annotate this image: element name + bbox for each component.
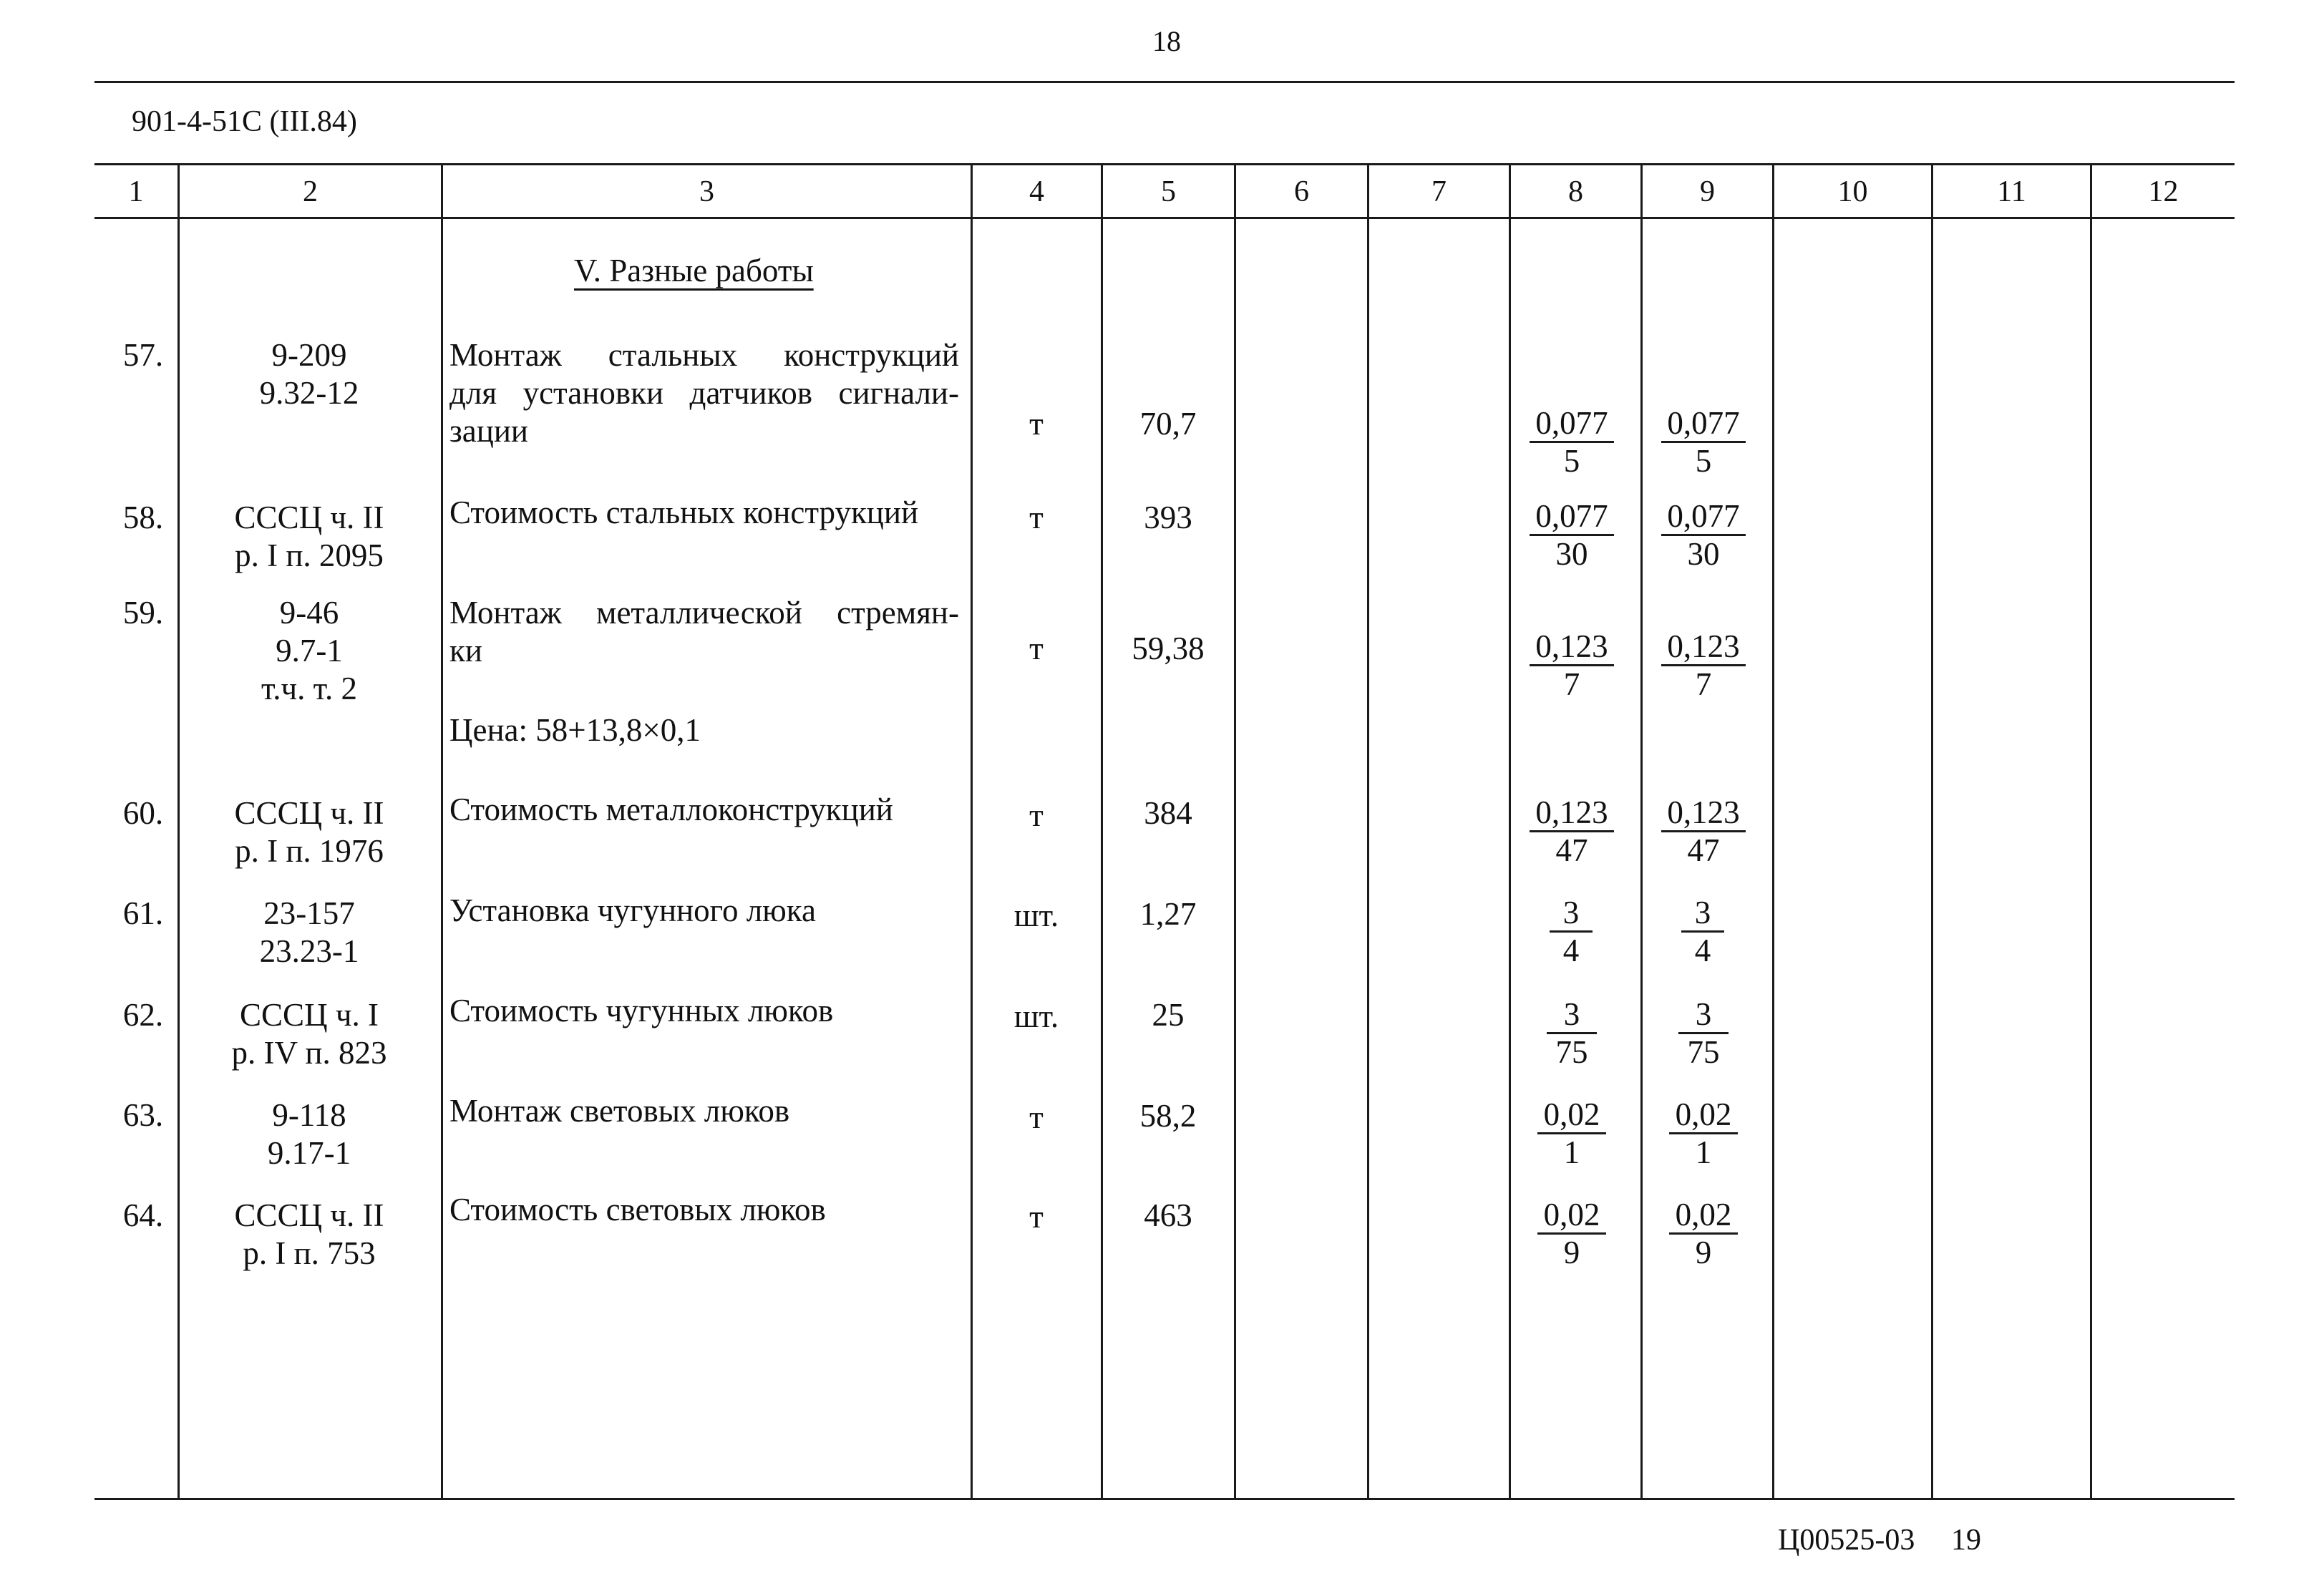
- column-header: 11: [1997, 175, 2026, 208]
- fraction-numerator: 0,077: [1661, 405, 1746, 443]
- row-name: [449, 494, 959, 532]
- row-number: 59.: [122, 595, 164, 631]
- row-name-line: Стоимость металлоконструкций: [449, 792, 893, 827]
- fraction-col8: [1530, 628, 1614, 702]
- row-code: [178, 895, 441, 971]
- header-bottom-border: [94, 217, 2235, 219]
- fraction-col9: [1669, 1096, 1738, 1170]
- row-code-line: СССЦ ч. II: [234, 795, 384, 831]
- row-code: [178, 594, 441, 708]
- fraction-col9: [1661, 794, 1746, 868]
- fraction-denominator: 75: [1555, 1034, 1588, 1070]
- footer-page-number: 19: [1951, 1524, 1981, 1557]
- row-name-line: Стоимость чугунных люков: [449, 993, 834, 1028]
- table-bottom-border: [94, 1498, 2235, 1500]
- row-code-line: 9.17-1: [267, 1135, 351, 1171]
- fraction-denominator: 4: [1694, 933, 1711, 968]
- fraction-denominator: 5: [1695, 443, 1712, 479]
- row-name: [449, 791, 959, 829]
- fraction-numerator: 0,02: [1669, 1096, 1738, 1134]
- fraction-numerator: 3: [1547, 996, 1597, 1034]
- row-code-line: р. IV п. 823: [231, 1035, 387, 1071]
- fraction-col9: [1661, 628, 1746, 702]
- section-title: V. Разные работы: [574, 253, 814, 288]
- column-header: 5: [1161, 175, 1176, 208]
- fraction-col9: [1678, 996, 1729, 1070]
- row-number: 58.: [122, 500, 164, 535]
- row-number: 64.: [122, 1197, 164, 1233]
- fraction-col9: [1669, 1197, 1738, 1270]
- column-divider: [441, 163, 443, 1499]
- row-code-line: р. I п. 753: [243, 1235, 376, 1271]
- row-unit: т: [1029, 500, 1044, 535]
- fraction-numerator: 0,123: [1530, 628, 1614, 666]
- document-code: 901-4-51С (III.84): [132, 105, 357, 138]
- row-price: 25: [1152, 997, 1185, 1033]
- column-header: 4: [1029, 175, 1044, 208]
- row-code: [178, 996, 441, 1072]
- row-unit: шт.: [1013, 897, 1059, 933]
- column-divider: [1101, 163, 1103, 1499]
- row-name-line: зации: [449, 413, 528, 449]
- fraction-col9: [1661, 498, 1746, 572]
- fraction-denominator: 7: [1695, 666, 1712, 702]
- row-code-line: 9-118: [272, 1097, 346, 1133]
- row-code: [178, 336, 441, 412]
- fraction-denominator: 9: [1563, 1235, 1580, 1270]
- row-price: 463: [1144, 1197, 1192, 1233]
- row-name: [449, 992, 959, 1030]
- row-unit: т: [1029, 797, 1044, 833]
- fraction-col8: [1530, 405, 1614, 479]
- row-code-line: 9.7-1: [276, 633, 343, 668]
- row-code-line: СССЦ ч. I: [240, 997, 379, 1033]
- row-name: [449, 336, 959, 450]
- fraction-denominator: 30: [1687, 536, 1720, 572]
- row-unit: т: [1029, 1199, 1044, 1235]
- fraction-numerator: 0,077: [1661, 498, 1746, 536]
- column-divider: [1234, 163, 1236, 1499]
- fraction-denominator: 5: [1563, 443, 1580, 479]
- row-code-line: р. I п. 1976: [235, 833, 384, 869]
- row-unit: т: [1029, 406, 1044, 442]
- fraction-numerator: 0,123: [1661, 794, 1746, 832]
- fraction-col9: [1661, 405, 1746, 479]
- fraction-numerator: 3: [1550, 895, 1593, 933]
- fraction-col8: [1547, 996, 1597, 1070]
- row-number: 60.: [122, 795, 164, 831]
- fraction-denominator: 1: [1563, 1134, 1580, 1170]
- column-header: 3: [699, 175, 714, 208]
- column-header: 10: [1837, 175, 1868, 208]
- column-divider: [1931, 163, 1933, 1499]
- column-header: 1: [128, 175, 144, 208]
- footer-document-code: Ц00525-03: [1778, 1524, 1915, 1557]
- column-header: 12: [2148, 175, 2179, 208]
- fraction-numerator: 0,077: [1530, 405, 1614, 443]
- fraction-numerator: 0,123: [1530, 794, 1614, 832]
- row-name-line: Монтаж световых люков: [449, 1093, 790, 1129]
- row-code: [178, 499, 441, 575]
- row-price: 1,27: [1139, 896, 1197, 932]
- row-name: [449, 892, 959, 930]
- row-name: [449, 1092, 959, 1130]
- row-name-line: Монтаж металлической стремян-: [449, 595, 959, 631]
- row-code: [178, 1096, 441, 1172]
- column-divider: [971, 163, 973, 1499]
- fraction-denominator: 4: [1562, 933, 1580, 968]
- column-divider: [1367, 163, 1369, 1499]
- row-note: Цена: 58+13,8×0,1: [449, 712, 701, 748]
- row-name-line: Установка чугунного люка: [449, 892, 816, 928]
- row-unit: т: [1029, 631, 1044, 666]
- fraction-col8: [1537, 1197, 1606, 1270]
- row-name: [449, 594, 959, 670]
- column-header: 9: [1700, 175, 1715, 208]
- fraction-numerator: 3: [1678, 996, 1729, 1034]
- fraction-numerator: 0,02: [1669, 1197, 1738, 1235]
- row-number: 57.: [122, 337, 164, 373]
- row-number: 63.: [122, 1097, 164, 1133]
- column-divider: [1772, 163, 1774, 1499]
- row-price: 58,2: [1139, 1098, 1197, 1134]
- row-number: 62.: [122, 997, 164, 1033]
- row-code-line: 9.32-12: [259, 375, 359, 411]
- row-code-line: СССЦ ч. II: [234, 1197, 384, 1233]
- column-header: 8: [1568, 175, 1583, 208]
- row-name-line: для установки датчиков сигнали-: [449, 375, 959, 411]
- row-name-line: Стоимость стальных конструкций: [449, 495, 919, 530]
- fraction-denominator: 75: [1687, 1034, 1720, 1070]
- row-price: 384: [1144, 795, 1192, 831]
- row-name-line: Монтаж стальных конструкций: [449, 337, 959, 373]
- row-unit: шт.: [1013, 998, 1059, 1034]
- fraction-col8: [1530, 794, 1614, 868]
- fraction-numerator: 0,077: [1530, 498, 1614, 536]
- fraction-denominator: 9: [1695, 1235, 1712, 1270]
- row-code-line: 23-157: [263, 895, 355, 931]
- fraction-col9: [1681, 895, 1724, 968]
- fraction-denominator: 47: [1687, 832, 1720, 868]
- row-name-line: ки: [449, 633, 482, 668]
- row-price: 70,7: [1139, 406, 1197, 442]
- column-divider: [1509, 163, 1511, 1499]
- fraction-denominator: 7: [1563, 666, 1580, 702]
- row-code: [178, 1197, 441, 1273]
- fraction-col8: [1550, 895, 1593, 968]
- column-header: 2: [303, 175, 318, 208]
- row-price: 59,38: [1132, 631, 1205, 666]
- fraction-col8: [1537, 1096, 1606, 1170]
- table-top-border: [94, 163, 2235, 165]
- fraction-denominator: 1: [1695, 1134, 1712, 1170]
- row-name: [449, 1191, 959, 1229]
- fraction-denominator: 47: [1555, 832, 1588, 868]
- fraction-numerator: 0,123: [1661, 628, 1746, 666]
- fraction-numerator: 0,02: [1537, 1096, 1606, 1134]
- row-code-line: 9-46: [279, 595, 339, 631]
- column-header: 6: [1294, 175, 1309, 208]
- fraction-numerator: 3: [1681, 895, 1724, 933]
- column-divider: [1640, 163, 1643, 1499]
- column-divider: [2090, 163, 2092, 1499]
- row-code-line: 23.23-1: [259, 933, 359, 969]
- fraction-numerator: 0,02: [1537, 1197, 1606, 1235]
- fraction-denominator: 30: [1555, 536, 1588, 572]
- row-name-line: Стоимость световых люков: [449, 1192, 826, 1227]
- column-header: 7: [1431, 175, 1447, 208]
- fraction-col8: [1530, 498, 1614, 572]
- row-code-line: СССЦ ч. II: [234, 500, 384, 535]
- top-rule: [94, 81, 2235, 83]
- row-number: 61.: [122, 895, 164, 931]
- row-code-line: т.ч. т. 2: [261, 671, 357, 706]
- row-price: 393: [1144, 500, 1192, 535]
- row-code-line: 9-209: [271, 337, 347, 373]
- row-code: [178, 794, 441, 870]
- page-number: 18: [1152, 25, 1181, 57]
- row-code-line: р. I п. 2095: [235, 537, 384, 573]
- row-unit: т: [1029, 1099, 1044, 1135]
